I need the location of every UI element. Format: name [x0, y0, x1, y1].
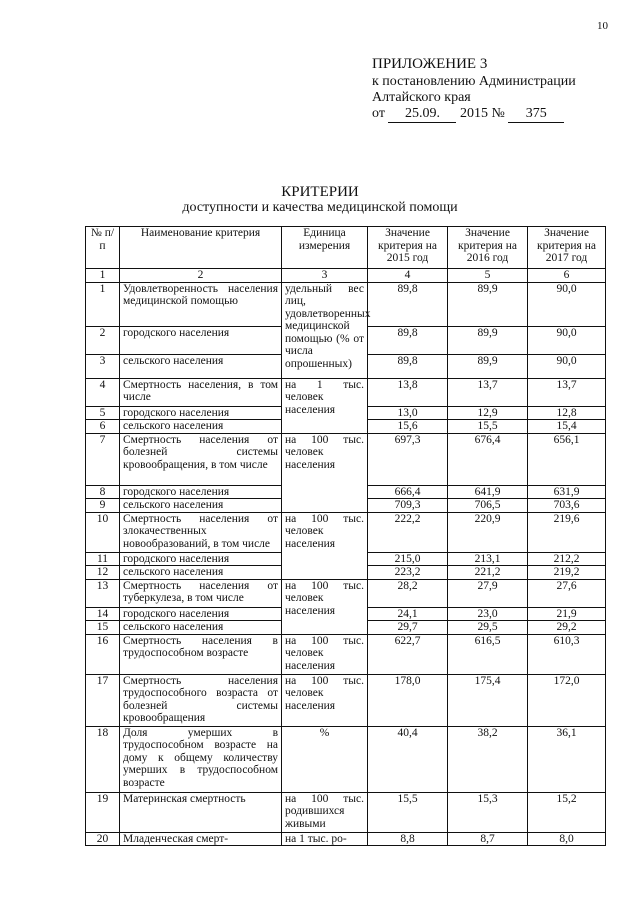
value-2016: 13,7 — [448, 378, 528, 406]
unit-cell: на 100 тыс. человек населения — [282, 674, 368, 726]
value-2015: 89,8 — [368, 326, 448, 354]
value-2016: 175,4 — [448, 674, 528, 726]
value-2016: 38,2 — [448, 726, 528, 792]
value-2015: 29,7 — [368, 621, 448, 635]
table-row — [86, 674, 606, 726]
value-2016: 89,9 — [448, 354, 528, 378]
value-2015: 24,1 — [368, 607, 448, 621]
value-2017: 703,6 — [528, 499, 606, 513]
unit-cell: на 1 тыс. ро- — [282, 832, 368, 846]
table-row — [86, 378, 606, 406]
value-2016: 27,9 — [448, 579, 528, 607]
row-number: 15 — [86, 621, 120, 635]
header-2016: Значение критерия на 2016 год — [448, 227, 528, 269]
criterion-name: Материнская смертность — [120, 792, 282, 832]
criterion-name: Смертность населения в трудоспособном возрасте — [120, 634, 282, 674]
appendix-title: ПРИЛОЖЕНИЕ 3 — [372, 56, 488, 72]
index-cell: 3 — [282, 269, 368, 283]
value-2016: 89,9 — [448, 326, 528, 354]
table-row — [86, 433, 606, 485]
value-2016: 23,0 — [448, 607, 528, 621]
header-2015: Значение критерия на 2015 год — [368, 227, 448, 269]
header-name: Наименование критерия — [120, 227, 282, 269]
row-number: 19 — [86, 792, 120, 832]
value-2015: 15,5 — [368, 792, 448, 832]
value-2015: 13,0 — [368, 406, 448, 420]
criterion-name: городского населения — [120, 552, 282, 566]
value-2015: 15,6 — [368, 420, 448, 434]
value-2015: 89,8 — [368, 282, 448, 326]
index-cell: 6 — [528, 269, 606, 283]
value-2017: 27,6 — [528, 579, 606, 607]
row-number: 5 — [86, 406, 120, 420]
value-2016: 213,1 — [448, 552, 528, 566]
index-cell: 2 — [120, 269, 282, 283]
table-row — [86, 282, 606, 326]
index-cell: 5 — [448, 269, 528, 283]
index-cell: 4 — [368, 269, 448, 283]
date-prefix: от — [372, 106, 385, 121]
criterion-name: городского населения — [120, 607, 282, 621]
value-2015: 215,0 — [368, 552, 448, 566]
unit-cell: % — [282, 726, 368, 792]
value-2015: 13,8 — [368, 378, 448, 406]
criterion-name: сельского населения — [120, 499, 282, 513]
criterion-name: сельского населения — [120, 354, 282, 378]
value-2016: 15,3 — [448, 792, 528, 832]
value-2017: 29,2 — [528, 621, 606, 635]
appendix-line-1: к постановлению Администрации — [372, 74, 576, 89]
header-row — [86, 227, 606, 269]
value-2016: 29,5 — [448, 621, 528, 635]
row-number: 1 — [86, 282, 120, 326]
value-2015: 178,0 — [368, 674, 448, 726]
value-2015: 28,2 — [368, 579, 448, 607]
value-2015: 223,2 — [368, 566, 448, 580]
criterion-name: Доля умерших в трудоспособном возрасте на дому к общему количеству умерших в трудоспособном возрасте — [120, 726, 282, 792]
value-2016: 15,5 — [448, 420, 528, 434]
table-row — [86, 792, 606, 832]
value-2017: 219,6 — [528, 512, 606, 552]
criterion-name: сельского населения — [120, 621, 282, 635]
unit-cell: на 100 тыс. человек населения — [282, 433, 368, 512]
criterion-name: Смертность населения от туберкулеза, в том числе — [120, 579, 282, 607]
value-2017: 610,3 — [528, 634, 606, 674]
row-number: 4 — [86, 378, 120, 406]
unit-cell: удельный вес лиц, удовлетворенных медицинской помощью (% от числа опрошенных) — [282, 282, 368, 378]
appendix-line-2: Алтайского края — [372, 90, 471, 105]
appendix-number: 375 — [508, 106, 564, 123]
row-number: 10 — [86, 512, 120, 552]
index-cell: 1 — [86, 269, 120, 283]
criterion-name: Смертность населения от болезней системы кровообращения, в том числе — [120, 433, 282, 485]
table-row — [86, 726, 606, 792]
appendix-block — [372, 56, 576, 123]
row-number: 18 — [86, 726, 120, 792]
unit-cell: на 100 тыс. человек населения — [282, 579, 368, 634]
value-2017: 21,9 — [528, 607, 606, 621]
criterion-name: городского населения — [120, 406, 282, 420]
index-row — [86, 269, 606, 283]
criterion-name: сельского населения — [120, 566, 282, 580]
row-number: 14 — [86, 607, 120, 621]
value-2016: 12,9 — [448, 406, 528, 420]
criterion-name: Младенческая смерт- — [120, 832, 282, 846]
value-2016: 706,5 — [448, 499, 528, 513]
unit-cell: на 100 тыс. человек населения — [282, 512, 368, 579]
value-2017: 172,0 — [528, 674, 606, 726]
appendix-date-line — [372, 106, 576, 123]
value-2016: 221,2 — [448, 566, 528, 580]
table-row — [86, 579, 606, 607]
value-2016: 676,4 — [448, 433, 528, 485]
value-2017: 15,4 — [528, 420, 606, 434]
criterion-name: городского населения — [120, 485, 282, 499]
header-num: № п/п — [86, 227, 120, 269]
value-2015: 709,3 — [368, 499, 448, 513]
criterion-name: Смертность населения трудоспособного возраста от болезней системы кровообращения — [120, 674, 282, 726]
value-2017: 8,0 — [528, 832, 606, 846]
value-2017: 36,1 — [528, 726, 606, 792]
row-number: 16 — [86, 634, 120, 674]
table-row — [86, 832, 606, 846]
value-2015: 89,8 — [368, 354, 448, 378]
row-number: 13 — [86, 579, 120, 607]
heading-title: КРИТЕРИИ — [281, 184, 359, 200]
value-2016: 220,9 — [448, 512, 528, 552]
value-2017: 13,7 — [528, 378, 606, 406]
value-2015: 222,2 — [368, 512, 448, 552]
criterion-name: Смертность населения, в том числе — [120, 378, 282, 406]
value-2015: 697,3 — [368, 433, 448, 485]
value-2015: 8,8 — [368, 832, 448, 846]
value-2017: 656,1 — [528, 433, 606, 485]
criterion-name: Смертность населения от злокачественных новообразований, в том числе — [120, 512, 282, 552]
unit-cell: на 100 тыс. человек населения — [282, 634, 368, 674]
value-2016: 616,5 — [448, 634, 528, 674]
value-2017: 631,9 — [528, 485, 606, 499]
row-number: 11 — [86, 552, 120, 566]
row-number: 12 — [86, 566, 120, 580]
value-2017: 90,0 — [528, 282, 606, 326]
value-2017: 90,0 — [528, 326, 606, 354]
criterion-name: сельского населения — [120, 420, 282, 434]
header-2017: Значение критерия на 2017 год — [528, 227, 606, 269]
unit-cell: на 1 тыс. человек населения — [282, 378, 368, 433]
header-unit: Единица измерения — [282, 227, 368, 269]
row-number: 6 — [86, 420, 120, 434]
value-2015: 40,4 — [368, 726, 448, 792]
value-2017: 90,0 — [528, 354, 606, 378]
row-number: 7 — [86, 433, 120, 485]
value-2017: 15,2 — [528, 792, 606, 832]
value-2015: 666,4 — [368, 485, 448, 499]
value-2016: 641,9 — [448, 485, 528, 499]
heading-subtitle: доступности и качества медицинской помощи — [182, 200, 458, 215]
value-2017: 219,2 — [528, 566, 606, 580]
value-2016: 89,9 — [448, 282, 528, 326]
row-number: 8 — [86, 485, 120, 499]
value-2016: 8,7 — [448, 832, 528, 846]
row-number: 20 — [86, 832, 120, 846]
row-number: 3 — [86, 354, 120, 378]
row-number: 2 — [86, 326, 120, 354]
value-2015: 622,7 — [368, 634, 448, 674]
appendix-year: 2015 № — [459, 106, 505, 121]
value-2017: 12,8 — [528, 406, 606, 420]
page-number: 10 — [597, 20, 608, 32]
criterion-name: городского населения — [120, 326, 282, 354]
criteria-table — [85, 226, 606, 846]
table-row — [86, 512, 606, 552]
criterion-name: Удовлетворенность населения медицинской помощью — [120, 282, 282, 326]
value-2017: 212,2 — [528, 552, 606, 566]
table-row — [86, 634, 606, 674]
document-heading — [0, 184, 640, 216]
unit-cell: на 100 тыс. родившихся живыми — [282, 792, 368, 832]
appendix-date: 25.09. — [388, 106, 456, 123]
row-number: 17 — [86, 674, 120, 726]
row-number: 9 — [86, 499, 120, 513]
